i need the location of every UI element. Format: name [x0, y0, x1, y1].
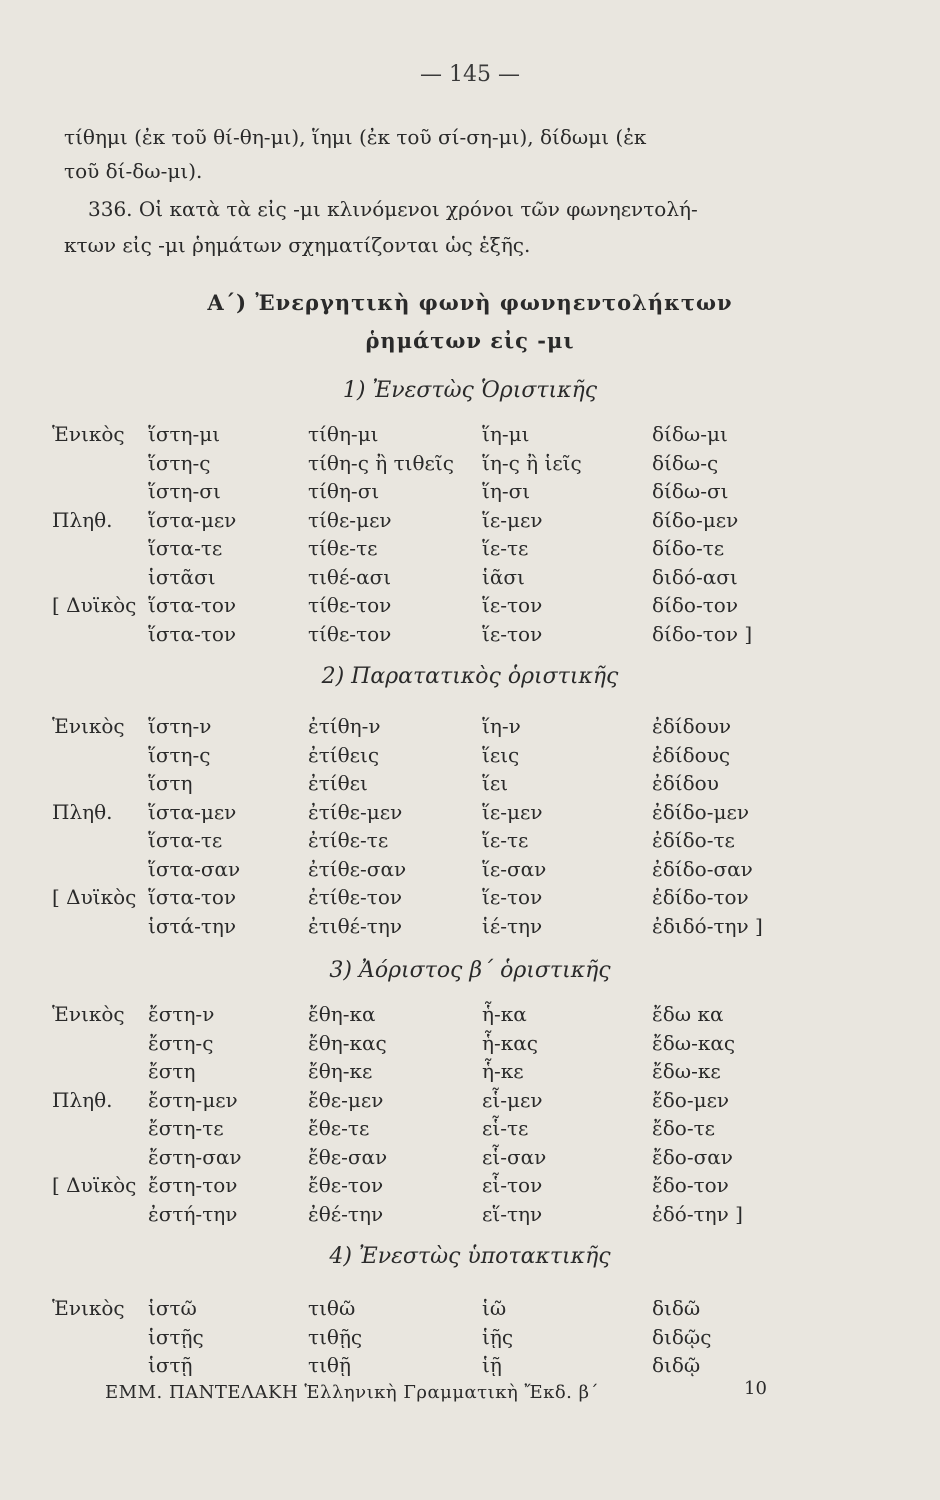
verb-form: ἵστα-τον [148, 593, 237, 617]
table-row [0, 1323, 940, 1351]
table-row [0, 449, 940, 477]
verb-form: τιθέ-ασι [308, 564, 392, 589]
verb-form: εἷ-τε [482, 1116, 529, 1140]
verb-form: ἔδω κα [652, 1002, 724, 1026]
table-row [0, 591, 940, 619]
table-row [0, 620, 940, 648]
verb-form: ἵει [482, 771, 509, 795]
verb-form: ἔδο-τε [652, 1116, 715, 1140]
table-row [0, 1351, 940, 1379]
table-row [0, 741, 940, 769]
verb-form: δίδω-ς [652, 450, 719, 475]
verb-form: ἔστη-μεν [148, 1087, 238, 1112]
verb-form: ἵε-τον [482, 885, 543, 909]
verb-form: ἐδίδους [652, 742, 731, 767]
verb-form: ἵστα-τον [148, 885, 237, 909]
verb-form: δίδω-σι [652, 479, 729, 503]
verb-form: ἔθε-τε [308, 1116, 370, 1140]
verb-form: ἱέ-την [482, 913, 543, 938]
table-row [0, 420, 940, 448]
verb-form: ἵστη-ς [148, 742, 211, 767]
verb-form: τίθε-τον [308, 621, 392, 646]
verb-form: ἐθέ-την [308, 1201, 384, 1226]
verb-form: ἐτίθεις [308, 742, 380, 767]
verb-form: τίθε-τον [308, 593, 392, 617]
verb-form: ἵστη-ν [148, 714, 212, 738]
table-row [0, 1294, 940, 1322]
table-row [0, 1114, 940, 1142]
table-2-heading: 2) Παρατατικὸς ὁριστικῆς [321, 664, 619, 689]
verb-form: δίδο-τον ] [652, 621, 753, 646]
verb-form: ἐτίθε-τον [308, 885, 403, 909]
verb-form: ἐδίδο-τον [652, 885, 749, 909]
verb-form: ἔδο-σαν [652, 1144, 733, 1169]
row-label: Ἑνικὸς [52, 1296, 125, 1320]
verb-form: ἵστη-μι [148, 422, 221, 446]
verb-form: ἐδό-την ] [652, 1201, 743, 1226]
table-row [0, 912, 940, 940]
verb-form: ἵστη-σι [148, 479, 221, 503]
table-row [0, 534, 940, 562]
verb-form: ἔδο-τον [652, 1173, 729, 1197]
verb-form: ἔθη-κα [308, 1002, 376, 1026]
table-row [0, 1143, 940, 1171]
verb-form: ἐτιθέ-την [308, 913, 403, 938]
verb-form: εἷ-τον [482, 1173, 543, 1197]
verb-form: διδῷς [652, 1324, 712, 1349]
verb-form: ἔθε-τον [308, 1173, 384, 1197]
table-row [0, 855, 940, 883]
verb-form: τίθη-ς ἢ τιθεῖς [308, 450, 454, 475]
row-label: [ Δυϊκὸς [52, 593, 137, 617]
verb-form: ἱστῇς [148, 1324, 204, 1349]
verb-form: ἵε-τε [482, 536, 529, 560]
verb-form: ἵε-μεν [482, 799, 543, 824]
verb-form: ἵστα-μεν [148, 799, 237, 824]
row-label: Πληθ. [52, 1087, 113, 1112]
verb-form: ἵστα-μεν [148, 507, 237, 532]
verb-form: ἐδίδο-μεν [652, 799, 749, 824]
table-row [0, 477, 940, 505]
table-1-heading: 1) Ἐνεστὼς Ὁριστικῆς [342, 378, 598, 403]
table-row [0, 883, 940, 911]
verb-form: ἔστη-ν [148, 1002, 215, 1026]
verb-form: ἐτίθη-ν [308, 714, 381, 738]
verb-form: δίδο-μεν [652, 507, 739, 532]
verb-form: ἵστα-τε [148, 536, 223, 560]
row-label: [ Δυϊκὸς [52, 1173, 137, 1197]
footer-signature-mark: 10 [744, 1378, 767, 1399]
verb-form: διδό-ασι [652, 564, 738, 589]
verb-form: ἱστά-την [148, 913, 237, 938]
verb-form: ἵστη [148, 771, 193, 795]
page-number: — 145 — [420, 62, 520, 87]
verb-form: τίθη-μι [308, 422, 379, 446]
section-a-title: Α΄) Ἐνεργητικὴ φωνὴ φωνηεντολήκτων [207, 290, 733, 315]
table-row [0, 1200, 940, 1228]
verb-form: τίθε-τε [308, 536, 378, 560]
verb-form: ἱᾶσι [482, 564, 525, 589]
verb-form: ἔθη-κας [308, 1030, 387, 1055]
verb-form: ἱστῶ [148, 1296, 197, 1320]
verb-form: δίδο-τον [652, 593, 738, 617]
table-row [0, 1057, 940, 1085]
verb-form: ἐτίθει [308, 771, 368, 795]
verb-form: ἐδίδο-σαν [652, 856, 753, 881]
verb-form: ἔστη-τον [148, 1173, 238, 1197]
verb-form: ἐδίδου [652, 771, 719, 795]
verb-form: ἵε-τε [482, 828, 529, 852]
verb-form: ἵη-σι [482, 479, 531, 503]
row-label: [ Δυϊκὸς [52, 885, 137, 909]
verb-form: ἐδιδό-την ] [652, 913, 763, 938]
verb-form: ἵε-τον [482, 621, 543, 646]
verb-form: ἵη-ν [482, 714, 521, 738]
table-row [0, 1171, 940, 1199]
verb-form: ἵη-μι [482, 422, 530, 446]
row-label: Ἑνικὸς [52, 1002, 125, 1026]
verb-form: ἔδω-κας [652, 1030, 736, 1055]
intro-line-2: τοῦ δί-δω-μι). [64, 159, 203, 183]
verb-form: ἧ-κας [482, 1030, 538, 1055]
table-row [0, 1000, 940, 1028]
verb-form: ἵε-τον [482, 593, 543, 617]
table-row [0, 1086, 940, 1114]
verb-form: τιθῶ [308, 1296, 356, 1320]
verb-form: δίδο-τε [652, 536, 725, 560]
verb-form: τίθε-μεν [308, 507, 392, 532]
verb-form: εἷ-μεν [482, 1087, 543, 1112]
verb-form: τιθῇς [308, 1324, 363, 1349]
verb-form: ἔστη-ς [148, 1030, 214, 1055]
table-row [0, 506, 940, 534]
verb-form: τιθῇ [308, 1353, 351, 1377]
verb-form: ἐτίθε-σαν [308, 856, 407, 881]
verb-form: ἵστα-τον [148, 621, 237, 646]
verb-form: ἧ-κα [482, 1002, 527, 1026]
table-row [0, 769, 940, 797]
verb-form: ἵη-ς ἢ ἱεῖς [482, 450, 582, 475]
row-label: Πληθ. [52, 507, 113, 532]
verb-form: διδῶ [652, 1296, 701, 1320]
verb-form: ἐτίθε-μεν [308, 799, 403, 824]
verb-form: ἔθε-σαν [308, 1144, 388, 1169]
verb-form: ἵε-σαν [482, 856, 547, 881]
verb-form: ἵστη-ς [148, 450, 211, 475]
table-row [0, 712, 940, 740]
verb-form: ἐδίδο-τε [652, 828, 735, 852]
section-a-subtitle: ῥημάτων εἰς -μι [365, 328, 575, 353]
table-3-heading: 3) Ἀόριστος β΄ ὁριστικῆς [329, 958, 611, 983]
intro-line-4: κτων εἰς -μι ῥημάτων σχηματίζονται ὡς ἑξῆς. [64, 233, 531, 257]
table-4-heading: 4) Ἐνεστὼς ὑποτακτικῆς [329, 1244, 611, 1269]
footer-imprint: ΕΜΜ. ΠΑΝΤΕΛΑΚΗ Ἑλληνικὴ Γραμματικὴ Ἔκδ. β΄ [105, 1382, 600, 1403]
verb-form: ἱστᾶσι [148, 564, 216, 589]
row-label: Ἑνικὸς [52, 422, 125, 446]
verb-form: διδῷ [652, 1353, 701, 1377]
intro-line-3: 336. Οἱ κατὰ τὰ εἰς -μι κλινόμενοι χρόνοι τῶν φωνηεντολή- [88, 197, 698, 221]
verb-form: ἵεις [482, 742, 520, 767]
verb-form: ἔθη-κε [308, 1059, 373, 1083]
verb-form: εἷ-σαν [482, 1144, 547, 1169]
row-label: Ἑνικὸς [52, 714, 125, 738]
verb-form: ἵε-μεν [482, 507, 543, 532]
table-row [0, 1029, 940, 1057]
verb-form: ἧ-κε [482, 1059, 524, 1083]
verb-form: ἔστη-τε [148, 1116, 224, 1140]
table-row [0, 563, 940, 591]
verb-form: δίδω-μι [652, 422, 728, 446]
verb-form: ἵστα-σαν [148, 856, 241, 881]
table-row [0, 826, 940, 854]
verb-form: ἔστη-σαν [148, 1144, 242, 1169]
verb-form: ἐδίδουν [652, 714, 732, 738]
verb-form: ἵστα-τε [148, 828, 223, 852]
verb-form: ἔστη [148, 1059, 196, 1083]
verb-form: ἐτίθε-τε [308, 828, 389, 852]
verb-form: τίθη-σι [308, 479, 380, 503]
intro-line-1: τίθημι (ἐκ τοῦ θί-θη-μι), ἵημι (ἐκ τοῦ σί-ση-μι), δίδωμι (ἐκ [64, 125, 647, 149]
verb-form: ἔθε-μεν [308, 1087, 384, 1112]
verb-form: ἱῇς [482, 1324, 514, 1349]
verb-form: ἱῶ [482, 1296, 507, 1320]
table-row [0, 798, 940, 826]
verb-form: ἐστή-την [148, 1201, 238, 1226]
verb-form: εἵ-την [482, 1201, 543, 1226]
verb-form: ἱστῇ [148, 1353, 193, 1377]
verb-form: ἱῇ [482, 1353, 502, 1377]
row-label: Πληθ. [52, 799, 113, 824]
verb-form: ἔδο-μεν [652, 1087, 730, 1112]
verb-form: ἔδω-κε [652, 1059, 721, 1083]
